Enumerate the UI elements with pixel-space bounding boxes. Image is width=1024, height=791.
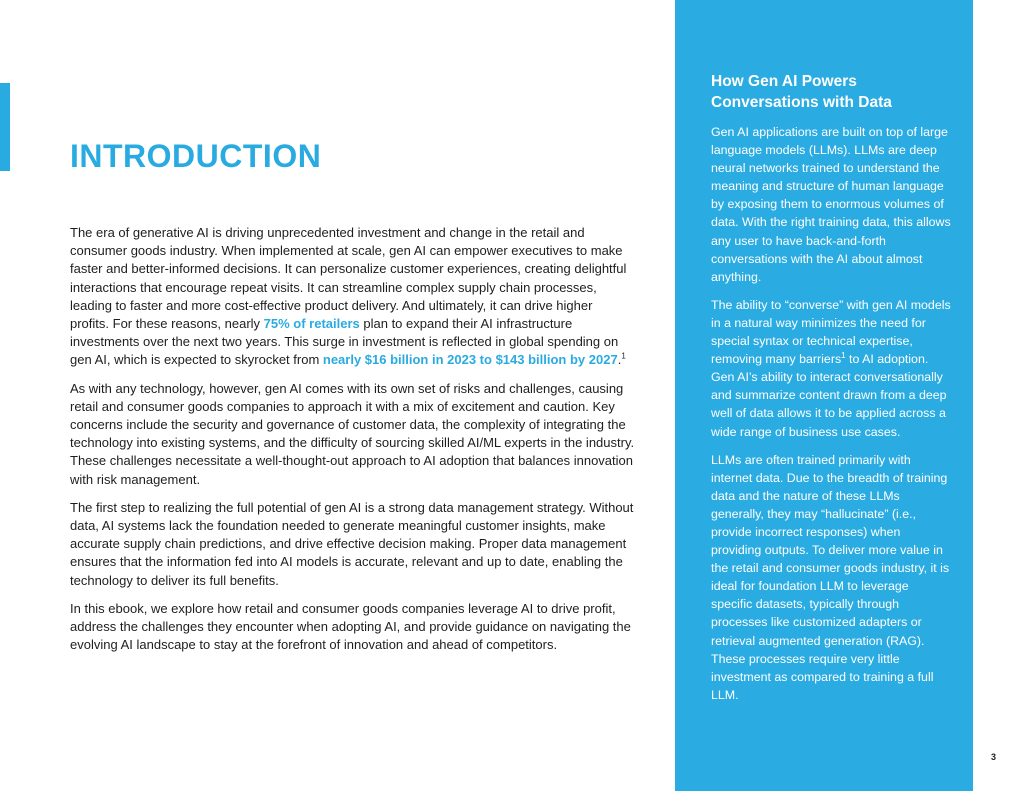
spending-stat-link[interactable]: nearly $16 billion in 2023 to $143 billion by 2027 [322, 352, 618, 368]
sidebar-paragraph-1: Gen AI applications are built on top of large language models (LLMs). LLMs are deep neural networks trained to understand the meaning and structure of human language by exposing them to enormous volumes of data. With the right training data, this allows any user to have back-and-forth conversations with the AI about almost anything. [711, 125, 951, 284]
paragraph-text: plan to expand their AI infrastructure investments over the next two years. This surge in investment is reflected in global spending on gen AI, which is expected to skyrocket from [70, 316, 619, 368]
sidebar-panel [675, 0, 973, 791]
paragraph-text: The era of generative AI is driving unprecedented investment and change in the retail and consumer goods industry. When implemented at scale, gen AI can empower executives to make faster and better-informed decisions. It can personalize customer experiences, creating delightful interactions that encourage repeat visits. It can streamline complex supply chain processes, leading to faster and more cost-effective product delivery. And ultimately, it can drive higher profits. For these reasons, nearly [70, 225, 627, 332]
footnote-marker: 1 [621, 352, 626, 362]
paragraph-text: . [617, 352, 622, 368]
accent-bar [0, 83, 10, 171]
paragraph-text: The ability to “converse” with gen AI models in a natural way minimizes the need for special syntax or technical expertise, removing many barriers [711, 297, 951, 367]
sidebar-content [711, 71, 951, 714]
footnote-marker: 1 [841, 351, 846, 360]
intro-paragraph-2: As with any technology, however, gen AI comes with its own set of risks and challenges, causing retail and consumer goods companies to approach it with a mix of excitement and caution. Key concerns include the security and governance of customer data, the complexity of integrating the technology into existing systems, and the difficulty of sourcing skilled AI/ML experts in the industry. These challenges necessitate a well-thought-out approach to AI adoption that balances innovation with risk management. [70, 380, 635, 487]
sidebar-paragraph-2 [711, 296, 951, 441]
intro-paragraph-3: The first step to realizing the full potential of gen AI is a strong data management strategy. Without data, AI systems lack the foundation needed to generate meaningful customer insights, make accurate supply chain predictions, and drive effective decision making. Proper data management ensures that the information fed into AI models is accurate, relevant and up to date, enabling the technology to deliver its full benefits. [70, 499, 634, 588]
sidebar-paragraph-3: LLMs are often trained primarily with internet data. Due to the breadth of training data and the nature of these LLMs generally, they may “hallucinate” (i.e., provide incorrect responses) when providing outputs. To deliver more value in the retail and consumer goods industry, it is ideal for foundation LLM to leverage specific datasets, typically through processes like customized adapters or retrieval augmented generation (RAG). These processes require very little investment as compared to training a full LLM. [711, 452, 950, 702]
page-title: INTRODUCTION [70, 138, 322, 174]
sidebar-text [711, 123, 951, 704]
intro-paragraph-4: In this ebook, we explore how retail and consumer goods companies leverage AI to drive profit, address the challenges they encounter when adopting AI, and provide guidance on navigating the evolving AI landscape to stay at the forefront of innovation and ahead of competitors. [70, 600, 631, 653]
paragraph-text: to AI adoption. Gen AI’s ability to interact conversationally and summarize content drawn from a deep well of data allows it to be applied across a wide range of business use cases. [711, 352, 947, 439]
retailers-stat-link[interactable]: 75% of retailers [263, 316, 360, 332]
main-body [70, 224, 635, 664]
intro-paragraph-1 [70, 224, 635, 370]
page-number: 3 [991, 752, 997, 762]
sidebar-heading: How Gen AI Powers Conversations with Data [711, 73, 892, 111]
